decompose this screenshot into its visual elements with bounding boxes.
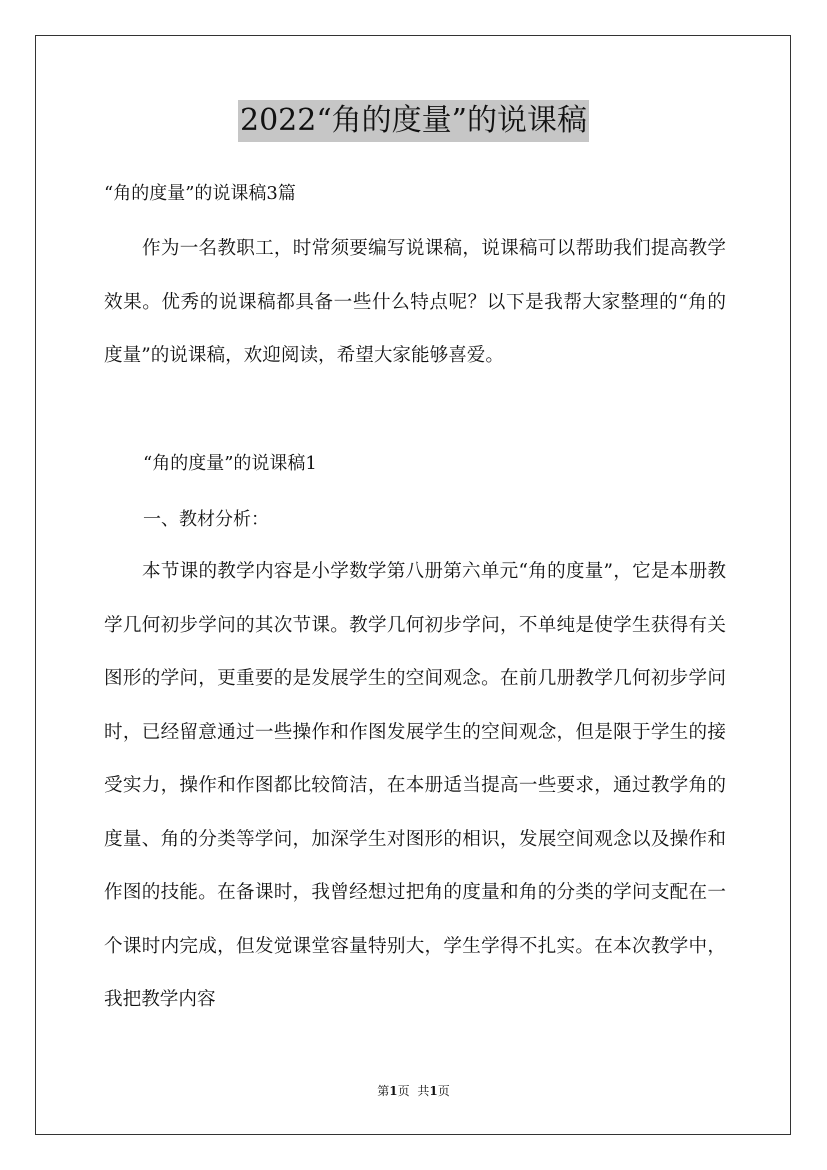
footer-page-number: 1 xyxy=(389,1084,398,1098)
document-title-text: 2022“角的度量”的说课稿 xyxy=(238,100,589,142)
intro-paragraph: 作为一名教职工，时常须要编写说课稿，说课稿可以帮助我们提高教学效果。优秀的说课稿都具备一些什么特点呢？以下是我帮大家整理的“角的度量”的说课稿，欢迎阅读，希望大家能够喜爱。 xyxy=(104,238,726,366)
footer-total-suffix: 页 xyxy=(437,1084,450,1098)
document-subtitle: “角的度量”的说课稿3篇 xyxy=(104,183,296,204)
footer-total-prefix: 共 xyxy=(417,1084,430,1098)
footer-page-suffix: 页 xyxy=(397,1084,410,1098)
section-heading: 一、教材分析： xyxy=(143,509,269,530)
document-title xyxy=(0,100,827,142)
section-title: “角的度量”的说课稿1 xyxy=(143,453,317,474)
page-footer xyxy=(0,1083,827,1099)
footer-page-prefix: 第 xyxy=(377,1084,390,1098)
footer-total-number: 1 xyxy=(429,1084,438,1098)
body-paragraph: 本节课的教学内容是小学数学第八册第六单元“角的度量”，它是本册教学几何初步学问的其次节课。教学几何初步学问，不单纯是使学生获得有关图形的学问，更重要的是发展学生的空间观念。在前几册教学几何初步学问时，已经留意通过一些操作和作图发展学生的空间观念，但是限于学生的接受实力，操作和作图都比较简洁，在本册适当提高一些要求，通过教学角的度量、角的分类等学问，加深学生对图形的相识，发展空间观念以及操作和作图的技能。在备课时，我曾经想过把角的度量和角的分类的学问支配在一个课时内完成，但发觉课堂容量特别大，学生学得不扎实。在本次教学中，我把教学内容 xyxy=(104,561,726,1010)
